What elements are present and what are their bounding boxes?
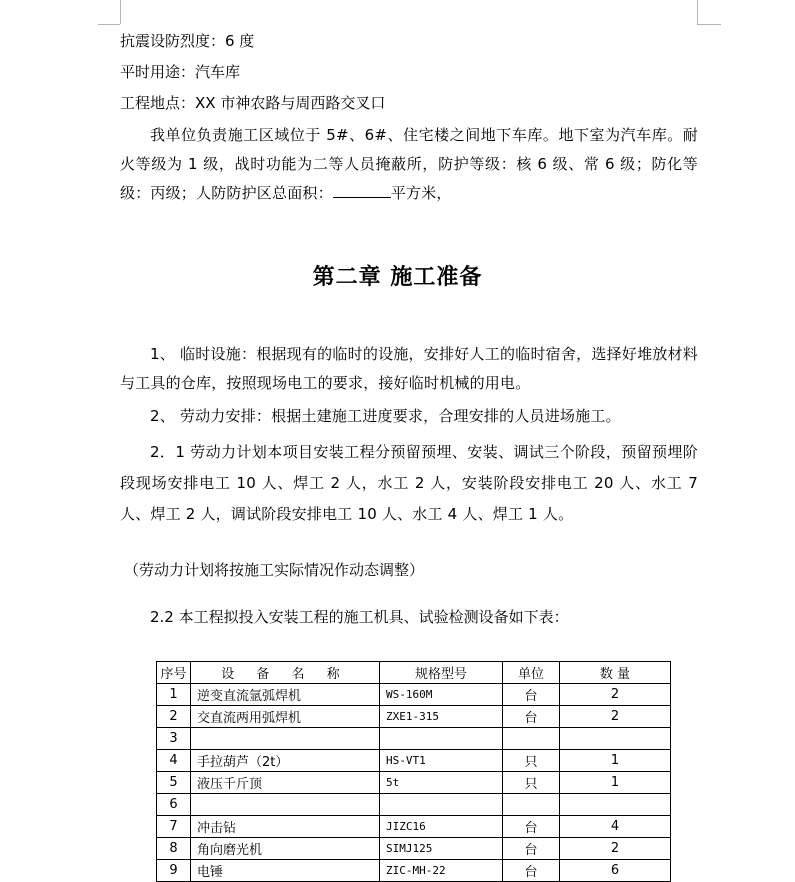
cell-qty: 2 [560, 684, 671, 706]
cell-unit: 只 [503, 772, 560, 794]
cell-no: 8 [157, 838, 191, 860]
table-intro: 2.2 本工程拟投入安装工程的施工机具、试验检测设备如下表： [150, 608, 569, 626]
cell-no: 1 [157, 684, 191, 706]
table-row [157, 772, 671, 794]
cell-spec: SIMJ125 [380, 838, 503, 860]
cell-qty: 1 [560, 750, 671, 772]
header-qty: 数 量 [560, 662, 671, 684]
cell-qty: 2 [560, 838, 671, 860]
cell-qty: 6 [560, 860, 671, 882]
table-row [157, 750, 671, 772]
cell-name: 逆变直流氩弧焊机 [191, 684, 380, 706]
cell-unit: 台 [503, 838, 560, 860]
cell-unit: 只 [503, 750, 560, 772]
cell-spec [380, 728, 503, 750]
intro-text: 我单位负责施工区域位于 5#、6#、住宅楼之间地下车库。地下室为汽车库。耐火等级为 1 级，战时功能为二等人员掩蔽所，防护等级：核 6 级、常 6 级；防化等级：丙级；人防防护区总面积： [120, 126, 698, 202]
table-row [157, 794, 671, 816]
cell-qty [560, 794, 671, 816]
cell-spec: ZXE1-315 [380, 706, 503, 728]
cell-unit: 台 [503, 706, 560, 728]
location-line: 工程地点：XX 市神农路与周西路交叉口 [120, 94, 386, 112]
item-labor-arrangement: 2、 劳动力安排：根据土建施工进度要求，合理安排的人员进场施工。 [150, 407, 621, 425]
table-row [157, 728, 671, 750]
cell-unit: 台 [503, 816, 560, 838]
page-corner-mark [697, 24, 721, 26]
cell-no: 7 [157, 816, 191, 838]
cell-spec: HS-VT1 [380, 750, 503, 772]
cell-no: 5 [157, 772, 191, 794]
cell-spec: JIZC16 [380, 816, 503, 838]
cell-unit: 台 [503, 684, 560, 706]
cell-qty: 2 [560, 706, 671, 728]
labor-note: （劳动力计划将按施工实际情况作动态调整） [124, 561, 425, 579]
cell-qty: 1 [560, 772, 671, 794]
cell-name: 手拉葫芦（2t） [191, 750, 380, 772]
header-name: 设 备 名 称 [191, 662, 380, 684]
cell-name: 角向磨光机 [191, 838, 380, 860]
cell-qty: 4 [560, 816, 671, 838]
table-row [157, 816, 671, 838]
cell-unit [503, 728, 560, 750]
cell-unit: 台 [503, 860, 560, 882]
cell-no: 3 [157, 728, 191, 750]
header-unit: 单位 [503, 662, 560, 684]
cell-no: 4 [157, 750, 191, 772]
table-row [157, 706, 671, 728]
cell-no: 6 [157, 794, 191, 816]
cell-name: 交直流两用弧焊机 [191, 706, 380, 728]
cell-spec [380, 794, 503, 816]
cell-spec: WS-160M [380, 684, 503, 706]
cell-name [191, 728, 380, 750]
table-row [157, 684, 671, 706]
cell-no: 9 [157, 860, 191, 882]
cell-spec: ZIC-MH-22 [380, 860, 503, 882]
intro-paragraph [120, 121, 698, 208]
cell-qty [560, 728, 671, 750]
page-corner-mark [697, 0, 699, 24]
cell-spec: 5t [380, 772, 503, 794]
area-blank [333, 183, 391, 198]
item-labor-plan: 2．1 劳动力计划本项目安装工程分预留预埋、安装、调试三个阶段，预留预埋阶段现场安排电工 10 人、焊工 2 人，水工 2 人，安装阶段安排电工 20 人、水工 7 人、焊工 2 人，调试阶段安排电工 10 人、水工 4 人、焊工 1 人。 [120, 443, 698, 523]
peacetime-use-line: 平时用途：汽车库 [120, 63, 241, 81]
cell-name: 电锤 [191, 860, 380, 882]
seismic-line: 抗震设防烈度：6 度 [120, 32, 255, 50]
item-temporary-facilities: 1、 临时设施：根据现有的临时的设施，安排好人工的临时宿舍，选择好堆放材料与工具的仓库，按照现场电工的要求，接好临时机械的用电。 [120, 345, 698, 392]
equipment-table [156, 661, 671, 882]
cell-name: 液压千斤顶 [191, 772, 380, 794]
header-no: 序号 [157, 662, 191, 684]
table-row [157, 860, 671, 882]
page-corner-mark [120, 0, 122, 24]
cell-name [191, 794, 380, 816]
table-header-row [157, 662, 671, 684]
cell-unit [503, 794, 560, 816]
cell-name: 冲击钻 [191, 816, 380, 838]
intro-tail: 平方米， [390, 184, 452, 202]
table-row [157, 838, 671, 860]
page-corner-mark [98, 24, 120, 26]
header-spec: 规格型号 [380, 662, 503, 684]
chapter-title: 第二章 施工准备 [312, 265, 483, 290]
cell-no: 2 [157, 706, 191, 728]
